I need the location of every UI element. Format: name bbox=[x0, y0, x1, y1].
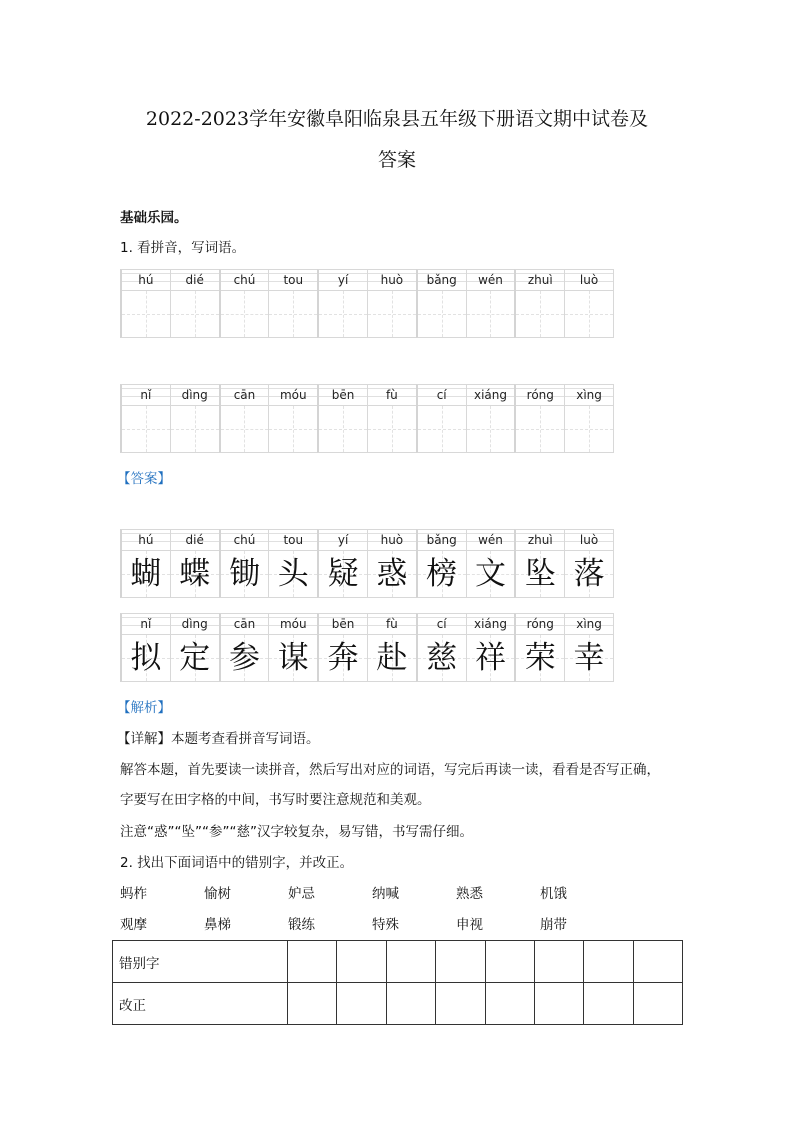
table-row bbox=[113, 983, 683, 1025]
tianzige-cell bbox=[564, 529, 614, 598]
pinyin-label: fù bbox=[385, 388, 398, 402]
analysis-line: 解答本题，首先要读一读拼音，然后写出对应的词语，写完后再读一读，看看是否写正确， bbox=[120, 762, 660, 778]
answer-character: 疑 bbox=[327, 556, 359, 592]
pinyin-label: cān bbox=[233, 388, 256, 402]
tianzige-cell bbox=[219, 529, 269, 598]
pinyin-label: bēn bbox=[331, 388, 355, 402]
tianzige-cell bbox=[170, 613, 219, 682]
pinyin-label: wén bbox=[478, 273, 503, 287]
document-title: 2022-2023学年安徽阜阳临泉县五年级下册语文期中试卷及 bbox=[145, 108, 649, 130]
pinyin-label: róng bbox=[526, 617, 554, 631]
tianzige-cell[interactable] bbox=[120, 269, 170, 338]
answer-character: 榜 bbox=[426, 556, 458, 592]
answer-character: 祥 bbox=[474, 640, 506, 676]
tianzige-cell[interactable] bbox=[466, 384, 515, 453]
pinyin-grid-row2 bbox=[120, 384, 614, 453]
correction-table bbox=[112, 940, 683, 1025]
pinyin-grid-row1 bbox=[120, 269, 614, 338]
answer-cell[interactable] bbox=[436, 983, 485, 1025]
word-item: 鼻梯 bbox=[204, 917, 231, 933]
pinyin-label: cí bbox=[436, 617, 447, 631]
answer-label: 【答案】 bbox=[117, 471, 171, 487]
tianzige-cell[interactable] bbox=[170, 269, 219, 338]
document-title-line2: 答案 bbox=[377, 149, 416, 171]
answer-character: 文 bbox=[474, 556, 506, 592]
tianzige-cell[interactable] bbox=[170, 384, 219, 453]
answer-cell[interactable] bbox=[288, 941, 337, 983]
pinyin-label: cí bbox=[436, 388, 447, 402]
answer-character: 头 bbox=[277, 556, 309, 592]
answer-cell[interactable] bbox=[436, 941, 485, 983]
word-item: 申视 bbox=[456, 917, 483, 933]
row-label: 改正 bbox=[113, 983, 288, 1025]
pinyin-label: bēn bbox=[331, 617, 355, 631]
pinyin-label: hú bbox=[138, 273, 154, 287]
answer-character: 落 bbox=[573, 556, 605, 592]
answer-character: 定 bbox=[179, 640, 211, 676]
answer-character: 赴 bbox=[376, 640, 408, 676]
answer-character: 锄 bbox=[228, 556, 260, 592]
tianzige-cell[interactable] bbox=[317, 384, 367, 453]
answer-cell[interactable] bbox=[534, 983, 583, 1025]
tianzige-cell bbox=[564, 613, 614, 682]
pinyin-label: móu bbox=[279, 617, 307, 631]
answer-cell[interactable] bbox=[584, 941, 633, 983]
tianzige-cell[interactable] bbox=[317, 269, 367, 338]
question-2-prompt: 2. 找出下面词语中的错别字，并改正。 bbox=[120, 855, 354, 871]
tianzige-cell[interactable] bbox=[367, 269, 416, 338]
pinyin-label: dié bbox=[185, 273, 204, 287]
tianzige-cell[interactable] bbox=[564, 269, 614, 338]
tianzige-cell bbox=[416, 613, 466, 682]
pinyin-label: xiáng bbox=[473, 388, 507, 402]
question-1-prompt: 1. 看拼音，写词语。 bbox=[120, 240, 246, 256]
answer-character: 慈 bbox=[426, 640, 458, 676]
tianzige-cell bbox=[367, 529, 416, 598]
answer-cell[interactable] bbox=[288, 983, 337, 1025]
analysis-line: 【详解】本题考查看拼音写词语。 bbox=[117, 731, 320, 747]
tianzige-cell bbox=[416, 529, 466, 598]
tianzige-cell[interactable] bbox=[367, 384, 416, 453]
word-item: 愉树 bbox=[204, 886, 231, 902]
tianzige-cell bbox=[367, 613, 416, 682]
tianzige-cell bbox=[120, 529, 170, 598]
pinyin-label: tou bbox=[283, 533, 304, 547]
pinyin-label: yí bbox=[337, 273, 349, 287]
tianzige-cell[interactable] bbox=[268, 269, 317, 338]
table-row bbox=[113, 941, 683, 983]
tianzige-cell bbox=[268, 613, 317, 682]
answer-cell[interactable] bbox=[386, 941, 435, 983]
tianzige-cell bbox=[514, 613, 564, 682]
tianzige-cell bbox=[317, 613, 367, 682]
answer-character: 坠 bbox=[524, 556, 556, 592]
pinyin-label: dìng bbox=[181, 388, 208, 402]
answer-cell[interactable] bbox=[633, 941, 682, 983]
pinyin-label: huò bbox=[380, 533, 404, 547]
pinyin-label: chú bbox=[233, 273, 256, 287]
tianzige-cell[interactable] bbox=[219, 269, 269, 338]
tianzige-cell[interactable] bbox=[514, 269, 564, 338]
word-item: 妒忌 bbox=[288, 886, 315, 902]
word-item: 熟悉 bbox=[456, 886, 483, 902]
answer-cell[interactable] bbox=[534, 941, 583, 983]
pinyin-label: xìng bbox=[576, 388, 602, 402]
answer-cell[interactable] bbox=[485, 941, 534, 983]
tianzige-cell bbox=[268, 529, 317, 598]
pinyin-label: zhuì bbox=[527, 273, 553, 287]
word-item: 锻练 bbox=[288, 917, 315, 933]
pinyin-label: huò bbox=[380, 273, 404, 287]
tianzige-cell[interactable] bbox=[564, 384, 614, 453]
answer-cell[interactable] bbox=[337, 941, 386, 983]
tianzige-cell[interactable] bbox=[416, 384, 466, 453]
tianzige-cell[interactable] bbox=[268, 384, 317, 453]
answer-cell[interactable] bbox=[633, 983, 682, 1025]
analysis-label: 【解析】 bbox=[117, 700, 171, 716]
tianzige-cell bbox=[514, 529, 564, 598]
answer-character: 幸 bbox=[573, 640, 605, 676]
pinyin-label: xiáng bbox=[473, 617, 507, 631]
tianzige-cell bbox=[219, 613, 269, 682]
pinyin-label: bǎng bbox=[426, 273, 457, 287]
analysis-line: 注意“惑”“坠”“参”“慈”汉字较复杂，易写错，书写需仔细。 bbox=[120, 824, 473, 840]
tianzige-cell[interactable] bbox=[219, 384, 269, 453]
section-heading: 基础乐园。 bbox=[120, 210, 188, 226]
pinyin-label: wén bbox=[478, 533, 503, 547]
pinyin-label: cān bbox=[233, 617, 256, 631]
pinyin-label: xìng bbox=[576, 617, 602, 631]
word-item: 纳喊 bbox=[372, 886, 399, 902]
tianzige-cell[interactable] bbox=[514, 384, 564, 453]
pinyin-label: chú bbox=[233, 533, 256, 547]
answer-cell[interactable] bbox=[386, 983, 435, 1025]
pinyin-label: róng bbox=[526, 388, 554, 402]
pinyin-label: tou bbox=[283, 273, 304, 287]
tianzige-cell bbox=[466, 529, 515, 598]
answer-cell[interactable] bbox=[337, 983, 386, 1025]
pinyin-label: bǎng bbox=[426, 533, 457, 547]
pinyin-label: zhuì bbox=[527, 533, 553, 547]
pinyin-label: hú bbox=[138, 533, 154, 547]
word-item: 观摩 bbox=[120, 917, 147, 933]
answer-grid-row2 bbox=[120, 613, 614, 682]
pinyin-label: nǐ bbox=[140, 388, 152, 402]
tianzige-cell bbox=[466, 613, 515, 682]
answer-cell[interactable] bbox=[485, 983, 534, 1025]
answer-character: 惑 bbox=[376, 556, 408, 592]
answer-grid-row1 bbox=[120, 529, 614, 598]
answer-character: 蝴 bbox=[130, 556, 162, 592]
answer-character: 荣 bbox=[524, 640, 556, 676]
answer-character: 奔 bbox=[327, 640, 359, 676]
answer-character: 拟 bbox=[130, 640, 162, 676]
tianzige-cell bbox=[170, 529, 219, 598]
pinyin-label: móu bbox=[279, 388, 307, 402]
tianzige-cell[interactable] bbox=[466, 269, 515, 338]
tianzige-cell bbox=[120, 613, 170, 682]
word-item: 崩带 bbox=[540, 917, 567, 933]
tianzige-cell[interactable] bbox=[120, 384, 170, 453]
pinyin-label: dìng bbox=[181, 617, 208, 631]
row-label: 错别字 bbox=[113, 941, 288, 983]
answer-character: 参 bbox=[228, 640, 260, 676]
word-item: 特殊 bbox=[372, 917, 399, 933]
pinyin-label: fù bbox=[385, 617, 398, 631]
analysis-line: 字要写在田字格的中间，书写时要注意规范和美观。 bbox=[120, 792, 431, 808]
word-item: 蚂柞 bbox=[120, 886, 147, 902]
answer-character: 蝶 bbox=[179, 556, 211, 592]
pinyin-label: nǐ bbox=[140, 617, 152, 631]
pinyin-label: yí bbox=[337, 533, 349, 547]
pinyin-label: dié bbox=[185, 533, 204, 547]
tianzige-cell bbox=[317, 529, 367, 598]
tianzige-cell[interactable] bbox=[416, 269, 466, 338]
answer-character: 谋 bbox=[277, 640, 309, 676]
pinyin-label: luò bbox=[579, 273, 599, 287]
word-item: 机饿 bbox=[540, 886, 567, 902]
answer-cell[interactable] bbox=[584, 983, 633, 1025]
pinyin-label: luò bbox=[579, 533, 599, 547]
